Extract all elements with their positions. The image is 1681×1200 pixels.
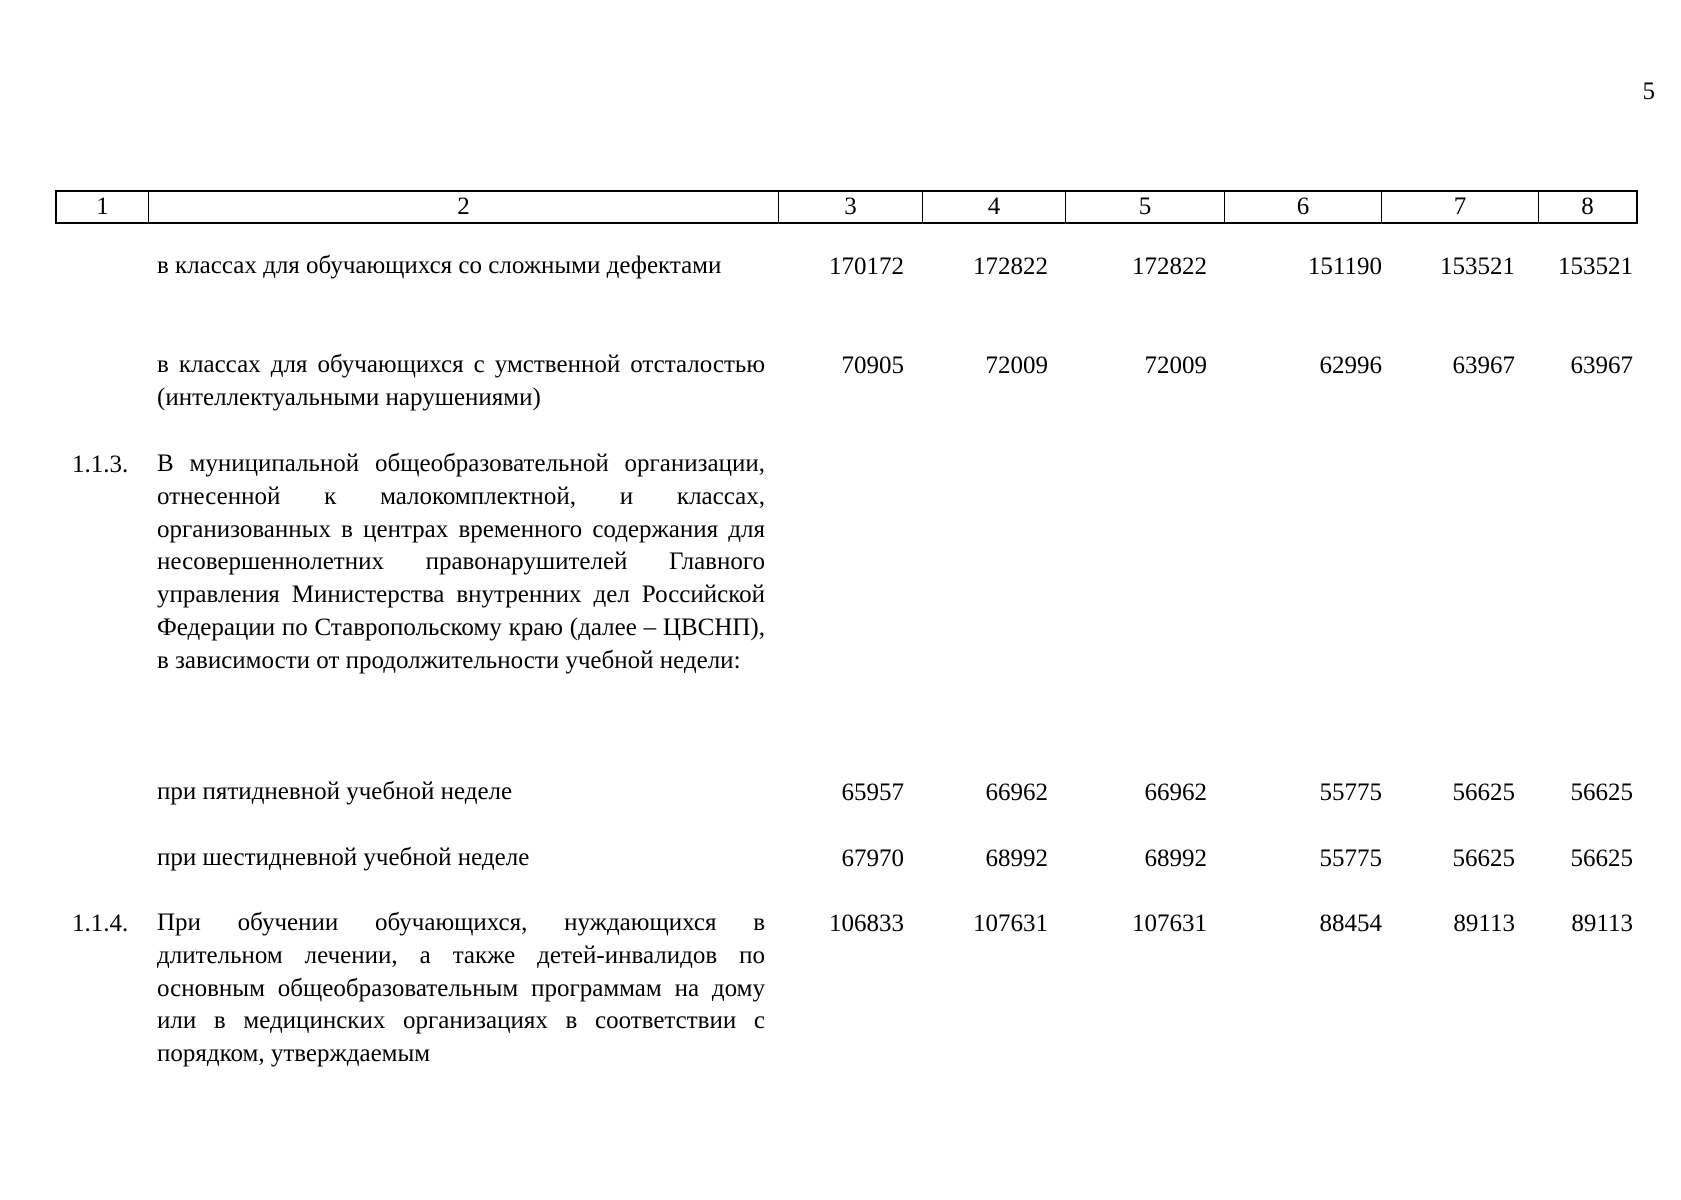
header-col-4: 4 [923, 192, 1066, 222]
value-col-6: 62996 [1319, 352, 1382, 379]
row-code: 1.1.4. [72, 910, 129, 937]
value-col-3: 106833 [829, 910, 904, 937]
value-col-5: 107631 [1132, 910, 1207, 937]
value-col-3: 67970 [841, 845, 904, 872]
value-col-4: 68992 [985, 845, 1048, 872]
value-col-3: 170172 [829, 253, 904, 280]
value-col-7: 56625 [1452, 779, 1515, 806]
header-col-5: 5 [1066, 192, 1225, 222]
value-col-3: 70905 [841, 352, 904, 379]
row-description: в классах для обучающихся с умственной отсталостью (интеллектуальными нарушениями) [157, 351, 765, 411]
value-col-8: 89113 [1571, 910, 1633, 937]
page-number: 5 [1642, 78, 1655, 105]
row-description: при пятидневной учебной неделе [157, 778, 513, 805]
value-col-7: 63967 [1452, 352, 1515, 379]
value-col-8: 63967 [1570, 352, 1633, 379]
value-col-5: 172822 [1132, 253, 1207, 280]
value-col-8: 153521 [1558, 253, 1633, 280]
header-col-1: 1 [57, 192, 149, 222]
value-col-8: 56625 [1570, 779, 1633, 806]
value-col-6: 88454 [1319, 910, 1382, 937]
value-col-4: 66962 [985, 779, 1048, 806]
row-description: При обучении обучающихся, нуждающихся в длительном лечении, а также детей-инвалидов по основным общеобразовательным программам на дому или в медицинских организациях в соответствии с порядком, утверждаемым [157, 909, 765, 1068]
value-col-3: 65957 [841, 779, 904, 806]
row-description: в классах для обучающихся со сложными дефектами [157, 252, 722, 279]
value-col-6: 55775 [1319, 779, 1382, 806]
value-col-4: 107631 [973, 910, 1048, 937]
table-header [55, 190, 1638, 224]
value-col-4: 172822 [973, 253, 1048, 280]
value-col-5: 68992 [1144, 845, 1207, 872]
value-col-5: 66962 [1144, 779, 1207, 806]
value-col-4: 72009 [985, 352, 1048, 379]
value-col-8: 56625 [1570, 845, 1633, 872]
value-col-6: 151190 [1307, 253, 1382, 280]
header-col-8: 8 [1581, 193, 1594, 220]
row-description: при шестидневной учебной неделе [157, 844, 530, 871]
header-col-6: 6 [1225, 192, 1382, 222]
row-description: В муниципальной общеобразовательной организации, отнесенной к малокомплектной, и классах, организованных в центрах временного содержания для несовершеннолетних правонарушителей Главного управления Министерства внутренних дел Российской Федерации по Ставропольскому краю (далее – ЦВСНП), в зависимости от продолжительности учебной недели: [157, 450, 765, 674]
value-col-5: 72009 [1144, 352, 1207, 379]
header-col-7: 7 [1382, 192, 1539, 222]
value-col-7: 89113 [1453, 910, 1515, 937]
value-col-7: 153521 [1440, 253, 1515, 280]
header-col-2: 2 [149, 192, 779, 222]
value-col-6: 55775 [1319, 845, 1382, 872]
header-col-3: 3 [779, 192, 923, 222]
value-col-7: 56625 [1452, 845, 1515, 872]
row-code: 1.1.3. [72, 451, 129, 478]
